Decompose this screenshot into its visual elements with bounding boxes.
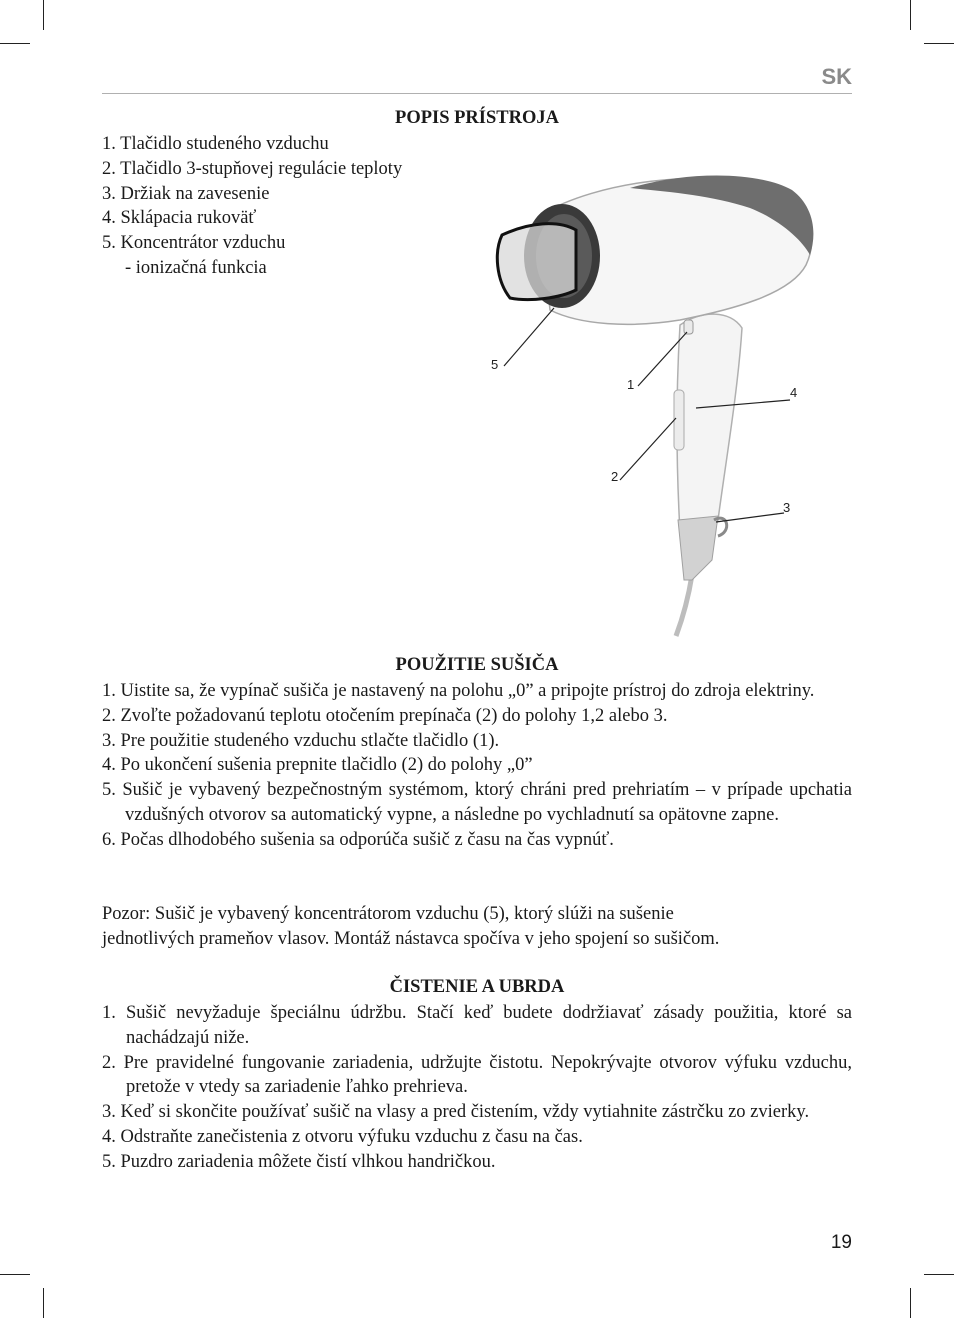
part-item: 1. Tlačidlo studeného vzduchu bbox=[102, 134, 329, 154]
section-title-pouzitie: POUŽITIE SUŠIČA bbox=[395, 655, 559, 675]
list-item: 6. Počas dlhodobého sušenia sa odporúča sušič z času na čas vypnúť. bbox=[102, 829, 614, 850]
section-title-popis: POPIS PRÍSTROJA bbox=[395, 108, 559, 128]
language-code: SK bbox=[821, 64, 852, 89]
part-item: 5. Koncentrátor vzduchu bbox=[102, 233, 286, 254]
crop-mark bbox=[924, 1274, 954, 1275]
crop-mark bbox=[910, 1288, 911, 1318]
list-item: 1. Sušič nevyžaduje špeciálnu údržbu. Stačí keď budete dodržiavať zásady použitia, ktoré sa nachádzajú niže. bbox=[102, 1003, 852, 1048]
usage-list bbox=[102, 679, 852, 853]
list-item: 4. Odstraňte zanečistenia z otvoru výfuku vzduchu z času na čas. bbox=[102, 1126, 583, 1147]
crop-mark bbox=[0, 43, 30, 44]
list-item: 2. Pre pravidelné fungovanie zariadenia, udržujte čistotu. Nepokrývajte otvorov výfuku vzduchu, pretože v vtedy sa zariadenie ľahko prehrieva. bbox=[102, 1052, 852, 1098]
part-subitem: - ionizačná funkcia bbox=[125, 257, 267, 278]
crop-mark bbox=[43, 1288, 44, 1318]
list-item: 5. Puzdro zariadenia môžete čistí vlhkou handričkou. bbox=[102, 1151, 496, 1172]
list-item: 3. Keď si skončite používať sušič na vlasy a pred čistením, vždy vytiahnite zástrčku zo zvierky. bbox=[102, 1102, 810, 1123]
crop-mark bbox=[924, 43, 954, 44]
list-item: 2. Zvoľte požadovanú teplotu otočením prepínača (2) do polohy 1,2 alebo 3. bbox=[102, 705, 668, 726]
list-item: 4. Po ukončení sušenia prepnite tlačidlo (2) do polohy „0” bbox=[102, 755, 533, 776]
list-item: 5. Sušič je vybavený bezpečnostným systémom, ktorý chráni pred prehriatím – v prípade upchatia vzdušných otvorov sa automatický vypne, a následne po vychladnutí sa opätovne zapne. bbox=[102, 780, 852, 825]
usage-note bbox=[102, 902, 852, 952]
parts-list bbox=[102, 132, 402, 281]
hair-dryer-illustration bbox=[480, 160, 830, 640]
part-item: 2. Tlačidlo 3-stupňovej regulácie teploty bbox=[102, 158, 403, 179]
callout-label: 3 bbox=[783, 500, 791, 515]
crop-mark bbox=[910, 0, 911, 30]
callout-label: 5 bbox=[491, 357, 499, 372]
cleaning-list bbox=[102, 1001, 852, 1175]
list-item: 3. Pre použitie studeného vzduchu stlačte tlačidlo (1). bbox=[102, 730, 500, 751]
note-line: Pozor: Sušič je vybavený koncentrátorom vzduchu (5), ktorý slúži na sušenie bbox=[102, 904, 674, 924]
part-item: 3. Držiak na zavesenie bbox=[102, 183, 270, 204]
part-item: 4. Sklápacia rukoväť bbox=[102, 208, 257, 229]
page-number: 19 bbox=[830, 1232, 852, 1253]
callout-label: 1 bbox=[627, 377, 635, 392]
callout-label: 2 bbox=[611, 469, 619, 484]
crop-mark bbox=[0, 1274, 30, 1275]
crop-mark bbox=[43, 0, 44, 30]
header-rule bbox=[102, 93, 852, 94]
callout-label: 4 bbox=[790, 385, 798, 400]
note-line: jednotlivých prameňov vlasov. Montáž nástavca spočíva v jeho spojení so sušičom. bbox=[102, 928, 720, 949]
list-item: 1. Uistite sa, že vypínač sušiča je nastavený na polohu „0” a pripojte prístroj do zdroja elektriny. bbox=[102, 681, 815, 701]
section-title-cistenie: ČISTENIE A UBRDA bbox=[389, 977, 565, 997]
